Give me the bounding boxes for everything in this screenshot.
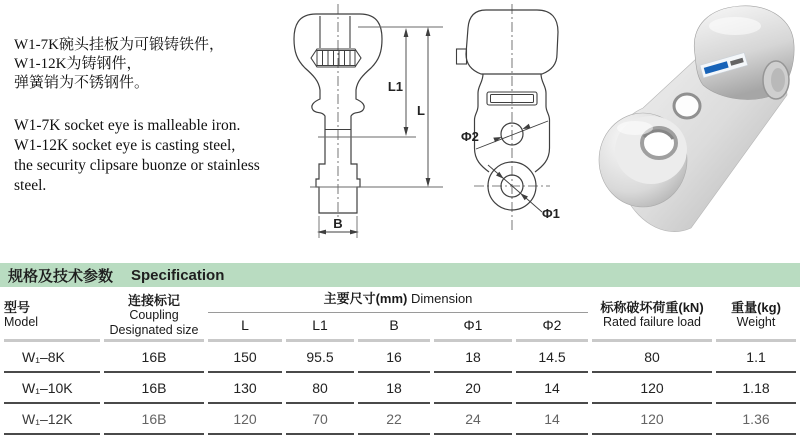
cell-load: 80 — [592, 342, 712, 373]
spec-row — [4, 404, 796, 435]
description-line: 弹簧销为不锈钢件。 — [14, 75, 150, 91]
arrowhead — [522, 124, 530, 129]
arrowhead — [404, 127, 409, 136]
side-view-drawing — [440, 2, 570, 248]
dim-label-phi2: Φ2 — [461, 129, 479, 144]
arrowhead — [426, 27, 431, 36]
col-header-l1: L1 — [286, 313, 354, 342]
cell-b: 16 — [358, 342, 430, 373]
header-dimension-cn: 主要尺寸(mm) — [323, 291, 408, 306]
product-photo — [595, 0, 800, 248]
rib-lines — [323, 51, 351, 66]
cell-weight: 1.18 — [716, 373, 796, 404]
photo-cup-hole-inner — [771, 68, 785, 92]
dim-label-l1: L1 — [387, 79, 403, 94]
cell-model: W₁–10K — [4, 373, 100, 404]
cell-load: 120 — [592, 404, 712, 435]
header-model-cn: 型号 — [4, 300, 31, 315]
description-line: W1-7K碗头挂板为可锻铸铁件， — [14, 37, 224, 53]
col-header-phi2: Φ2 — [516, 313, 588, 342]
cell-b: 22 — [358, 404, 430, 435]
cell-coupling: 16B — [104, 342, 204, 373]
clip-notch — [457, 49, 467, 64]
arrowhead — [317, 230, 326, 235]
description-line: W1-7K socket eye is malleable iron. — [14, 117, 241, 134]
header-coupling-en2: Designated size — [109, 322, 199, 337]
cell-weight: 1.1 — [716, 342, 796, 373]
col-header-coupling — [104, 291, 204, 342]
col-header-weight — [716, 291, 796, 342]
description-line: W1-12K为铸钢件， — [14, 56, 142, 72]
cell-l: 120 — [208, 404, 282, 435]
header-coupling-cn: 连接标记 — [127, 292, 180, 308]
cell-b: 18 — [358, 373, 430, 404]
ribbed-boss-outline — [311, 49, 361, 67]
section-title-en: Specification — [131, 266, 225, 284]
spec-table — [0, 291, 800, 435]
col-header-l: L — [208, 313, 282, 342]
col-header-load — [592, 291, 712, 342]
section-title-cn: 规格及技术参数 — [8, 267, 114, 285]
header-load-en: Rated failure load — [603, 315, 701, 329]
arrowhead — [404, 28, 409, 37]
arrowhead — [426, 178, 431, 187]
cell-phi1: 20 — [434, 373, 512, 404]
dim-label-l: L — [417, 103, 425, 118]
arrowhead — [350, 230, 359, 235]
highlight — [617, 121, 653, 135]
header-load-cn: 标称破坏荷重(kN) — [600, 300, 704, 315]
description-english — [14, 116, 284, 196]
col-header-b: B — [358, 313, 430, 342]
phi1-leader — [488, 165, 542, 212]
cell-phi2: 14 — [516, 404, 588, 435]
cell-l1: 70 — [286, 404, 354, 435]
cell-phi1: 24 — [434, 404, 512, 435]
col-header-model — [4, 291, 100, 342]
product-description — [14, 36, 284, 196]
spec-row — [4, 373, 796, 404]
cell-load: 120 — [592, 373, 712, 404]
spec-row — [4, 342, 796, 373]
col-header-phi1: Φ1 — [434, 313, 512, 342]
cell-model: W₁–12K — [4, 404, 100, 435]
cell-l1: 80 — [286, 373, 354, 404]
header-weight-cn: 重量(kg) — [731, 300, 781, 315]
cell-coupling: 16B — [104, 404, 204, 435]
description-line: the security clipsare buonze or stainless steel. — [14, 157, 260, 194]
cell-phi2: 14.5 — [516, 342, 588, 373]
description-line: W1-12K socket eye is casting steel, — [14, 137, 236, 154]
header-model-en: Model — [4, 315, 39, 329]
cell-phi2: 14 — [516, 373, 588, 404]
section-header-band — [0, 263, 800, 287]
cell-l: 130 — [208, 373, 282, 404]
photo-plate-hole — [674, 94, 700, 118]
cell-l: 150 — [208, 342, 282, 373]
description-chinese — [14, 36, 284, 93]
cell-phi1: 18 — [434, 342, 512, 373]
side-body-left — [475, 74, 490, 172]
dim-label-b: B — [333, 216, 343, 231]
front-view-drawing — [284, 2, 459, 248]
header-coupling-en1: Coupling — [129, 307, 179, 322]
cell-model: W₁–8K — [4, 342, 100, 373]
header-dimension-en: Dimension — [411, 291, 473, 306]
dim-label-phi1: Φ1 — [542, 206, 560, 221]
col-header-dimension-group — [208, 291, 588, 313]
highlight — [709, 17, 761, 35]
socket-cavity-lines — [320, 16, 350, 48]
cell-l1: 95.5 — [286, 342, 354, 373]
header-weight-en: Weight — [736, 315, 776, 329]
cell-coupling: 16B — [104, 373, 204, 404]
cell-weight: 1.36 — [716, 404, 796, 435]
